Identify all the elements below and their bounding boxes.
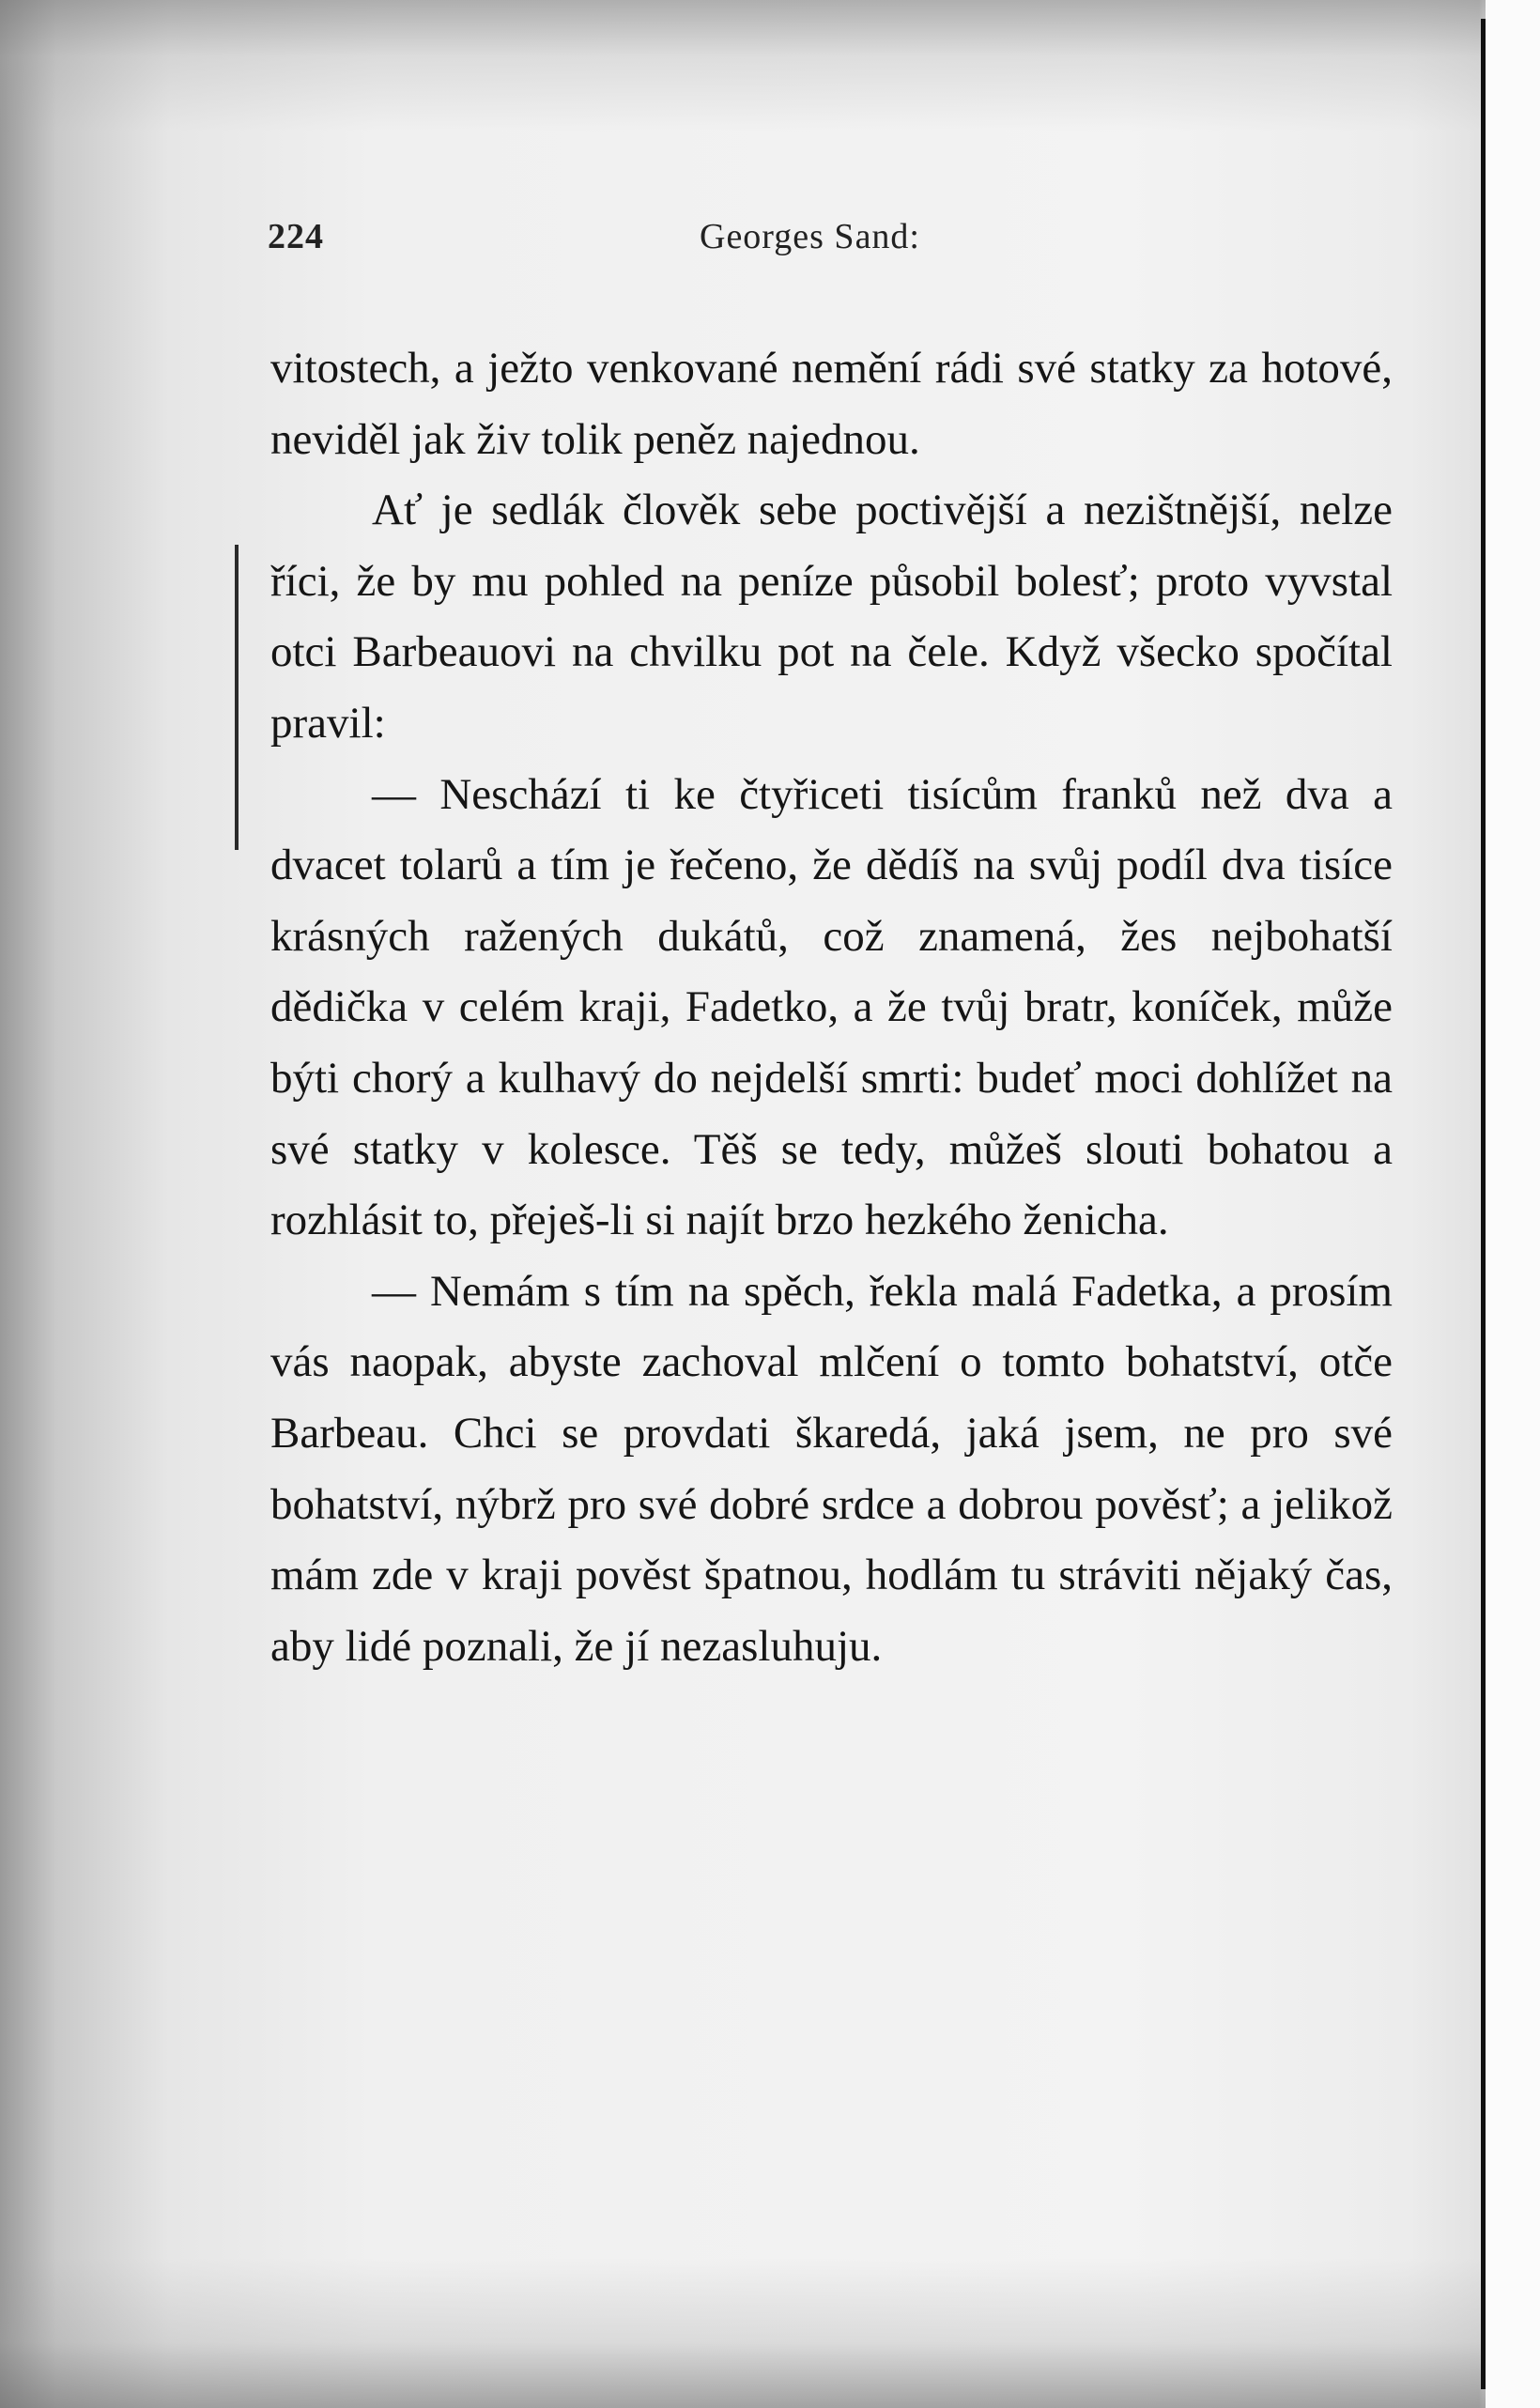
page-number: 224: [268, 217, 324, 256]
margin-mark: [235, 545, 239, 850]
scan-shadow-bottom: [0, 2258, 1540, 2408]
paragraph: vitostech, a ježto venkované nemění rádi své statky za hotové, neviděl jak živ tolik peněz najednou.: [270, 344, 1393, 464]
paragraph: — Neschází ti ke čtyřiceti tisícům franků než dva a dvacet tolarů a tím je řečeno, že dědíš na svůj podíl dva tisíce krásných ražených dukátů, což znamená, žes nejbohatší dědička v celém kraji, Fadetko, a že tvůj bratr, koníček, může býti chorý a kulhavý do nejdelší smrti: budeť moci dohlížet na své statky v kolesce. Těš se tedy, můžeš slouti bohatou a rozhlásit to, přeješ-li si najít brzo hezkého ženicha.: [270, 769, 1393, 1245]
page-header: [268, 216, 1376, 263]
running-head: Georges Sand:: [700, 217, 920, 256]
paragraph: Ať je sedlák člověk sebe poctivější a nezištnější, nelze říci, že by mu pohled na peníze působil bolesť; proto vyvstal otci Barbeauovi na chvilku pot na čele. Když všecko spočítal pravil:: [270, 486, 1393, 748]
paragraph: — Nemám s tím na spěch, řekla malá Fadetka, a prosím vás naopak, abyste zachoval mlčení o tomto bohatství, otče Barbeau. Chci se provdati škaredá, jaká jsem, ne pro své bohatství, nýbrž pro své dobré srdce a dobrou pověsť; a jelikož mám zde v kraji pověst špatnou, hodlám tu stráviti nějaký čas, aby lidé poznali, že jí nezasluhuju.: [270, 1266, 1393, 1671]
scan-shadow-top: [0, 0, 1540, 131]
body-text: [270, 333, 1393, 1682]
page-right-margin: [1486, 0, 1540, 2408]
